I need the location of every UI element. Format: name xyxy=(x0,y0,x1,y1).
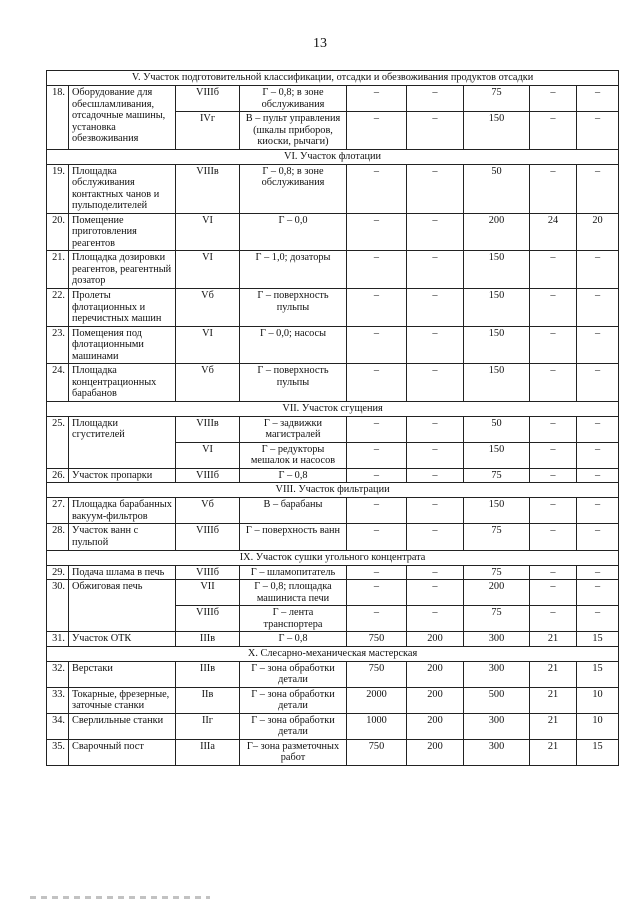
visual-work-category: IIIв xyxy=(176,661,240,687)
table-row xyxy=(47,251,619,289)
combined-illuminance: – xyxy=(347,580,407,606)
pulsation-coefficient: – xyxy=(577,565,619,580)
room-name: Участок ОТК xyxy=(69,632,176,647)
pulsation-coefficient: – xyxy=(577,86,619,112)
room-name: Площадки сгустителей xyxy=(69,416,176,468)
visual-work-category: VIIIб xyxy=(176,86,240,112)
combined-illuminance: 750 xyxy=(347,739,407,765)
visual-work-category: VI xyxy=(176,326,240,364)
illuminance-lux: 300 xyxy=(464,713,530,739)
visual-work-category: VI xyxy=(176,442,240,468)
discomfort-index: 24 xyxy=(530,213,577,251)
combined-illuminance: 2000 xyxy=(347,687,407,713)
illuminance-lux: 150 xyxy=(464,442,530,468)
table-row xyxy=(47,86,619,112)
section-header-row xyxy=(47,483,619,498)
pulsation-coefficient: – xyxy=(577,164,619,213)
illuminance-lux: 75 xyxy=(464,86,530,112)
visual-work-category: Vб xyxy=(176,288,240,326)
room-name: Площадка дозировки реагентов, реагентный дозатор xyxy=(69,251,176,289)
working-plane: Г – редукторы мешалок и насосов xyxy=(240,442,347,468)
combined-illuminance: – xyxy=(347,498,407,524)
working-plane: Г – поверхность пульпы xyxy=(240,364,347,402)
illuminance-lux: 300 xyxy=(464,661,530,687)
general-illuminance: 200 xyxy=(407,687,464,713)
illuminance-lux: 50 xyxy=(464,416,530,442)
pulsation-coefficient: – xyxy=(577,580,619,606)
general-illuminance: – xyxy=(407,524,464,550)
illuminance-lux: 150 xyxy=(464,498,530,524)
discomfort-index: – xyxy=(530,498,577,524)
table-row xyxy=(47,364,619,402)
working-plane: Г – 0,0; насосы xyxy=(240,326,347,364)
section-title: VI. Участок флотации xyxy=(47,149,619,164)
table-row xyxy=(47,288,619,326)
section-header-row xyxy=(47,71,619,86)
table-row xyxy=(47,687,619,713)
working-plane: Г– зона разметочных работ xyxy=(240,739,347,765)
row-number: 29. xyxy=(47,565,69,580)
combined-illuminance: – xyxy=(347,524,407,550)
visual-work-category: VIIIб xyxy=(176,606,240,632)
working-plane: Г – 0,8 xyxy=(240,468,347,483)
pulsation-coefficient: – xyxy=(577,251,619,289)
working-plane: Г – 0,0 xyxy=(240,213,347,251)
pulsation-coefficient: – xyxy=(577,112,619,150)
combined-illuminance: 1000 xyxy=(347,713,407,739)
section-header-row xyxy=(47,401,619,416)
room-name: Площадка концентрационных барабанов xyxy=(69,364,176,402)
room-name: Пролеты флотационных и перечистных машин xyxy=(69,288,176,326)
working-plane: Г – лента транспортера xyxy=(240,606,347,632)
table-row xyxy=(47,739,619,765)
general-illuminance: – xyxy=(407,468,464,483)
working-plane: Г – зона обработки детали xyxy=(240,661,347,687)
row-number: 25. xyxy=(47,416,69,468)
table-row xyxy=(47,713,619,739)
pulsation-coefficient: 15 xyxy=(577,739,619,765)
section-title: V. Участок подготовительной классификации, отсадки и обезвоживания продуктов отсадки xyxy=(47,71,619,86)
working-plane: Г – 0,8 xyxy=(240,632,347,647)
visual-work-category: Vб xyxy=(176,498,240,524)
working-plane: В – барабаны xyxy=(240,498,347,524)
table-row xyxy=(47,164,619,213)
discomfort-index: – xyxy=(530,86,577,112)
pulsation-coefficient: – xyxy=(577,288,619,326)
general-illuminance: – xyxy=(407,580,464,606)
illuminance-lux: 75 xyxy=(464,468,530,483)
general-illuminance: 200 xyxy=(407,739,464,765)
room-name: Сверлильные станки xyxy=(69,713,176,739)
table-row xyxy=(47,524,619,550)
row-number: 19. xyxy=(47,164,69,213)
pulsation-coefficient: 20 xyxy=(577,213,619,251)
working-plane: Г – поверхность ванн xyxy=(240,524,347,550)
general-illuminance: – xyxy=(407,416,464,442)
row-number: 27. xyxy=(47,498,69,524)
row-number: 31. xyxy=(47,632,69,647)
room-name: Помещение приготовления реагентов xyxy=(69,213,176,251)
section-header-row xyxy=(47,149,619,164)
room-name: Площадка барабанных вакуум-фильтров xyxy=(69,498,176,524)
table-row xyxy=(47,468,619,483)
pulsation-coefficient: 10 xyxy=(577,687,619,713)
general-illuminance: – xyxy=(407,364,464,402)
visual-work-category: VII xyxy=(176,580,240,606)
general-illuminance: – xyxy=(407,565,464,580)
general-illuminance: – xyxy=(407,164,464,213)
visual-work-category: Vб xyxy=(176,364,240,402)
general-illuminance: – xyxy=(407,326,464,364)
visual-work-category: VIIIб xyxy=(176,565,240,580)
row-number: 23. xyxy=(47,326,69,364)
table-row xyxy=(47,661,619,687)
discomfort-index: – xyxy=(530,524,577,550)
room-name: Помещения под флотационными машинами xyxy=(69,326,176,364)
row-number: 21. xyxy=(47,251,69,289)
discomfort-index: – xyxy=(530,112,577,150)
row-number: 35. xyxy=(47,739,69,765)
row-number: 18. xyxy=(47,86,69,150)
working-plane: Г – поверхность пульпы xyxy=(240,288,347,326)
discomfort-index: – xyxy=(530,442,577,468)
pulsation-coefficient: – xyxy=(577,498,619,524)
table-row xyxy=(47,213,619,251)
row-number: 22. xyxy=(47,288,69,326)
discomfort-index: – xyxy=(530,288,577,326)
illuminance-lux: 300 xyxy=(464,632,530,647)
pulsation-coefficient: 10 xyxy=(577,713,619,739)
combined-illuminance: – xyxy=(347,213,407,251)
combined-illuminance: – xyxy=(347,468,407,483)
working-plane: Г – 0,8; площадка машиниста печи xyxy=(240,580,347,606)
general-illuminance: – xyxy=(407,288,464,326)
working-plane: Г – задвижки магистралей xyxy=(240,416,347,442)
table-row xyxy=(47,632,619,647)
room-name: Верстаки xyxy=(69,661,176,687)
illuminance-lux: 150 xyxy=(464,326,530,364)
pulsation-coefficient: – xyxy=(577,468,619,483)
pulsation-coefficient: – xyxy=(577,326,619,364)
illuminance-lux: 500 xyxy=(464,687,530,713)
working-plane: Г – 0,8; в зоне обслуживания xyxy=(240,164,347,213)
discomfort-index: – xyxy=(530,326,577,364)
visual-work-category: IIIа xyxy=(176,739,240,765)
discomfort-index: – xyxy=(530,416,577,442)
general-illuminance: 200 xyxy=(407,632,464,647)
pulsation-coefficient: – xyxy=(577,524,619,550)
room-name: Сварочный пост xyxy=(69,739,176,765)
pulsation-coefficient: – xyxy=(577,442,619,468)
section-header-row xyxy=(47,646,619,661)
combined-illuminance: – xyxy=(347,288,407,326)
visual-work-category: IVг xyxy=(176,112,240,150)
row-number: 24. xyxy=(47,364,69,402)
room-name: Участок пропарки xyxy=(69,468,176,483)
lighting-norms-table xyxy=(46,70,619,766)
illuminance-lux: 300 xyxy=(464,739,530,765)
combined-illuminance: – xyxy=(347,416,407,442)
scan-artifact xyxy=(30,896,210,899)
illuminance-lux: 150 xyxy=(464,288,530,326)
discomfort-index: – xyxy=(530,468,577,483)
combined-illuminance: – xyxy=(347,86,407,112)
illuminance-lux: 50 xyxy=(464,164,530,213)
section-header-row xyxy=(47,550,619,565)
discomfort-index: – xyxy=(530,565,577,580)
working-plane: Г – 1,0; дозаторы xyxy=(240,251,347,289)
combined-illuminance: – xyxy=(347,326,407,364)
working-plane: В – пульт управления (шкалы приборов, киоски, рычаги) xyxy=(240,112,347,150)
table-body xyxy=(47,71,619,766)
general-illuminance: – xyxy=(407,112,464,150)
visual-work-category: VIIIв xyxy=(176,416,240,442)
combined-illuminance: – xyxy=(347,112,407,150)
pulsation-coefficient: – xyxy=(577,364,619,402)
combined-illuminance: – xyxy=(347,606,407,632)
discomfort-index: – xyxy=(530,251,577,289)
combined-illuminance: 750 xyxy=(347,632,407,647)
discomfort-index: – xyxy=(530,164,577,213)
visual-work-category: VI xyxy=(176,213,240,251)
table-row xyxy=(47,565,619,580)
discomfort-index: – xyxy=(530,580,577,606)
table-row xyxy=(47,580,619,606)
section-title: VII. Участок сгущения xyxy=(47,401,619,416)
row-number: 28. xyxy=(47,524,69,550)
general-illuminance: – xyxy=(407,213,464,251)
visual-work-category: VI xyxy=(176,251,240,289)
room-name: Подача шлама в печь xyxy=(69,565,176,580)
pulsation-coefficient: – xyxy=(577,416,619,442)
general-illuminance: – xyxy=(407,251,464,289)
visual-work-category: VIIIв xyxy=(176,164,240,213)
section-title: X. Слесарно-механическая мастерская xyxy=(47,646,619,661)
illuminance-lux: 150 xyxy=(464,112,530,150)
combined-illuminance: – xyxy=(347,164,407,213)
working-plane: Г – зона обработки детали xyxy=(240,687,347,713)
row-number: 32. xyxy=(47,661,69,687)
discomfort-index: 21 xyxy=(530,661,577,687)
illuminance-lux: 75 xyxy=(464,524,530,550)
pulsation-coefficient: 15 xyxy=(577,632,619,647)
section-title: IX. Участок сушки угольного концентрата xyxy=(47,550,619,565)
pulsation-coefficient: – xyxy=(577,606,619,632)
table-row xyxy=(47,416,619,442)
combined-illuminance: – xyxy=(347,565,407,580)
illuminance-lux: 200 xyxy=(464,580,530,606)
general-illuminance: 200 xyxy=(407,661,464,687)
illuminance-lux: 150 xyxy=(464,251,530,289)
illuminance-lux: 75 xyxy=(464,565,530,580)
pulsation-coefficient: 15 xyxy=(577,661,619,687)
row-number: 20. xyxy=(47,213,69,251)
page-number: 13 xyxy=(313,36,327,51)
general-illuminance: 200 xyxy=(407,713,464,739)
general-illuminance: – xyxy=(407,498,464,524)
row-number: 26. xyxy=(47,468,69,483)
room-name: Токарные, фрезерные, заточные станки xyxy=(69,687,176,713)
combined-illuminance: – xyxy=(347,364,407,402)
working-plane: Г – 0,8; в зоне обслуживания xyxy=(240,86,347,112)
row-number: 34. xyxy=(47,713,69,739)
general-illuminance: – xyxy=(407,606,464,632)
row-number: 33. xyxy=(47,687,69,713)
section-title: VIII. Участок фильтрации xyxy=(47,483,619,498)
room-name: Площадка обслуживания контактных чанов и пульподелителей xyxy=(69,164,176,213)
discomfort-index: 21 xyxy=(530,632,577,647)
visual-work-category: VIIIб xyxy=(176,468,240,483)
room-name: Участок ванн с пульпой xyxy=(69,524,176,550)
room-name: Оборудование для обесшламливания, отсадочные машины, установка обезвоживания xyxy=(69,86,176,150)
combined-illuminance: 750 xyxy=(347,661,407,687)
table-row xyxy=(47,326,619,364)
discomfort-index: 21 xyxy=(530,687,577,713)
combined-illuminance: – xyxy=(347,442,407,468)
illuminance-lux: 75 xyxy=(464,606,530,632)
working-plane: Г – шламопитатель xyxy=(240,565,347,580)
visual-work-category: IIв xyxy=(176,687,240,713)
general-illuminance: – xyxy=(407,86,464,112)
visual-work-category: VIIIб xyxy=(176,524,240,550)
discomfort-index: 21 xyxy=(530,713,577,739)
discomfort-index: – xyxy=(530,364,577,402)
room-name: Обжиговая печь xyxy=(69,580,176,632)
visual-work-category: IIIв xyxy=(176,632,240,647)
discomfort-index: – xyxy=(530,606,577,632)
general-illuminance: – xyxy=(407,442,464,468)
combined-illuminance: – xyxy=(347,251,407,289)
working-plane: Г – зона обработки детали xyxy=(240,713,347,739)
table-row xyxy=(47,498,619,524)
illuminance-lux: 150 xyxy=(464,364,530,402)
illuminance-lux: 200 xyxy=(464,213,530,251)
visual-work-category: IIг xyxy=(176,713,240,739)
discomfort-index: 21 xyxy=(530,739,577,765)
row-number: 30. xyxy=(47,580,69,632)
